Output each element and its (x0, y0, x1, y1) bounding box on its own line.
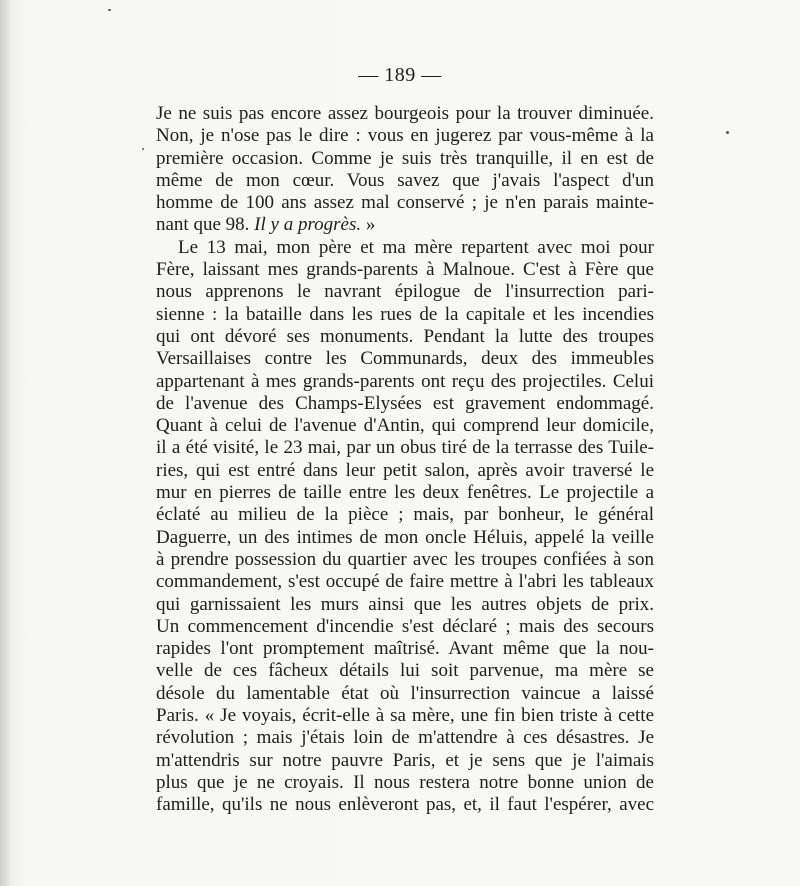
text-line (156, 148, 654, 170)
page-number: — 189 — (358, 64, 442, 86)
body-text (156, 103, 654, 817)
text-line-content: éclaté au milieu de la pièce ; mais, par bonheur, le général (156, 504, 654, 526)
text-line (156, 772, 654, 794)
text-line-content: qui ont dévoré ses monuments. Pendant la lutte des troupes (156, 325, 654, 347)
text-line-content: ries, qui est entré dans leur petit salon, après avoir traversé le (156, 459, 654, 481)
italic-phrase: Il y a progrès. (254, 214, 362, 236)
ink-speck (142, 148, 144, 150)
text-line (156, 527, 654, 549)
text-line (156, 237, 654, 259)
text-line (156, 170, 654, 192)
text-line-content: désole du lamentable état où l'insurrection vaincue a laissé (156, 682, 654, 704)
text-line-content: mur en pierres de taille entre les deux fenêtres. Le projectile a (156, 482, 654, 504)
text-line (156, 504, 654, 526)
text-line (156, 482, 654, 504)
text-line-content: plus que je ne croyais. Il nous restera notre bonne union de (156, 771, 654, 793)
text-line-content: commandement, s'est occupé de faire mettre à l'abri les tableaux (156, 571, 654, 593)
text-line (156, 281, 654, 303)
text-line-content: Un commencement d'incendie s'est déclaré ; mais des secours (156, 615, 654, 637)
ink-speck (726, 131, 729, 134)
text-line-content: rapides l'ont promptement maîtrisé. Avant même que la nou- (156, 638, 654, 660)
text-line (156, 348, 654, 370)
text-line-content: à prendre possession du quartier avec les troupes confiées à son (156, 548, 654, 570)
text-line-content: révolution ; mais j'étais loin de m'attendre à ces désastres. Je (156, 727, 654, 749)
text-line-content: de l'avenue des Champs-Elysées est gravement endommagé. (156, 392, 654, 414)
text-line-content: Fère, laissant mes grands-parents à Malnoue. C'est à Fère que (156, 259, 654, 281)
text-line-content: nant que 98. (156, 214, 255, 236)
text-line-content: il a été visité, le 23 mai, par un obus tiré de la terrasse des Tuile- (156, 437, 654, 459)
closing-quote: » (361, 214, 376, 236)
text-line (156, 304, 654, 326)
page-binding-edge (0, 0, 10, 886)
text-line-content: sienne : la bataille dans les rues de la capitale et les incendies (156, 303, 654, 325)
text-line-content: Daguerre, un des intimes de mon oncle Héluis, appelé la veille (156, 526, 654, 548)
text-line (156, 638, 654, 660)
text-line (156, 437, 654, 459)
text-line (156, 594, 654, 616)
text-line (156, 794, 654, 816)
text-line-content: homme de 100 ans assez mal conservé ; je n'en parais mainte- (156, 192, 654, 214)
text-line-content: Le 13 mai, mon père et ma mère repartent avec moi pour (178, 236, 654, 258)
text-line-content: Versaillaises contre les Communards, deux des immeubles (156, 348, 654, 370)
text-line-content: velle de ces fâcheux détails lui soit parvenue, ma mère se (156, 660, 654, 682)
text-line-content: famille, qu'ils ne nous enlèveront pas, et, il faut l'espérer, avec (156, 794, 654, 816)
text-line-content: première occasion. Comme je suis très tranquille, il en est de (156, 147, 654, 169)
text-line (156, 549, 654, 571)
text-line (156, 259, 654, 281)
text-line-content: appartenant à mes grands-parents ont reçu des projectiles. Celui (156, 370, 654, 392)
text-line-content: nous apprenons le navrant épilogue de l'insurrection pari- (156, 281, 654, 303)
text-line (156, 103, 654, 125)
text-line-content: Paris. « Je voyais, écrit-elle à sa mère, une fin bien triste à cette (156, 705, 654, 727)
text-line-content: m'attendris sur notre pauvre Paris, et je sens que je l'aimais (156, 749, 654, 771)
text-line-content: qui garnissaient les murs ainsi que les autres objets de prix. (156, 593, 654, 615)
text-line-content: même de mon cœur. Vous savez que j'avais l'aspect d'un (156, 169, 654, 191)
text-line (156, 705, 654, 727)
text-line (156, 192, 654, 214)
text-line (156, 750, 654, 772)
text-line-content: Quant à celui de l'avenue d'Antin, qui comprend leur domicile, (156, 415, 654, 437)
text-line-content: Je ne suis pas encore assez bourgeois pour la trouver diminuée. (156, 103, 654, 124)
text-line (156, 660, 654, 682)
text-line (156, 415, 654, 437)
text-line (156, 326, 654, 348)
text-line (156, 214, 654, 236)
text-line (156, 393, 654, 415)
text-line (156, 460, 654, 482)
ink-speck (108, 9, 111, 11)
text-line (156, 125, 654, 147)
text-line-content: Non, je n'ose pas le dire : vous en jugerez par vous-même à la (156, 125, 654, 147)
text-line (156, 616, 654, 638)
text-line (156, 727, 654, 749)
text-line (156, 683, 654, 705)
text-line (156, 371, 654, 393)
text-line (156, 571, 654, 593)
